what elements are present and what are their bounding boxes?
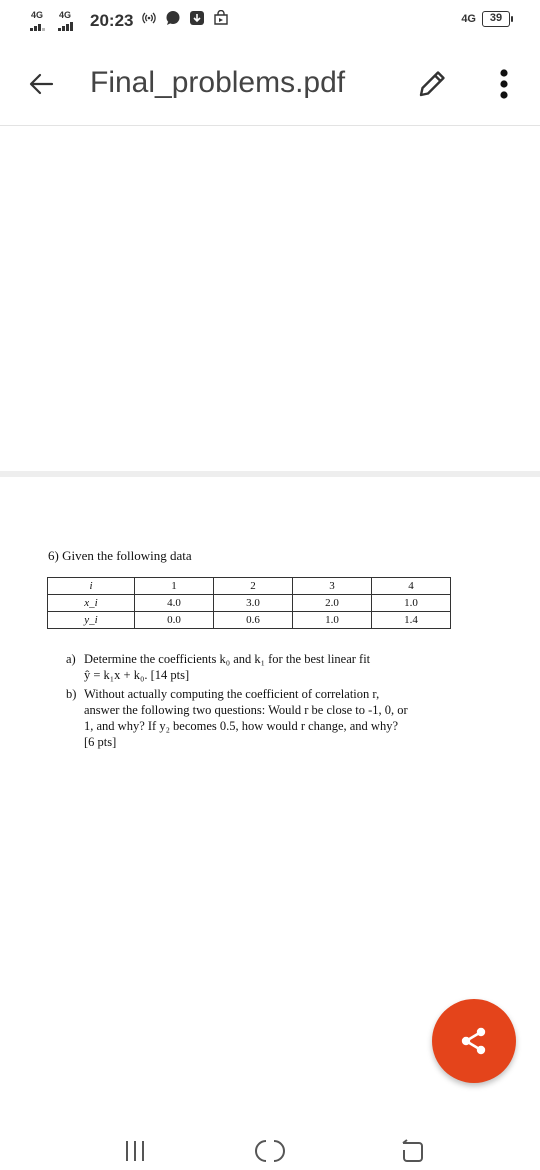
table-row [48,595,451,612]
table-row [48,612,451,629]
more-options-button[interactable] [490,64,518,104]
part-label: b) [66,687,77,701]
download-icon [189,10,205,31]
table-cell: 3 [293,578,372,595]
table-cell: 0.0 [135,612,214,629]
signal-2-icon: 4G [58,11,80,31]
status-bar [0,0,540,40]
part-text-line: 1, and why? If y₂ becomes 0.5, how would r change, and why? [84,719,398,733]
signal-1-icon: 4G [30,11,52,31]
back-arrow-icon [26,68,58,100]
home-icon [253,1136,287,1166]
recent-apps-icon [118,1136,152,1166]
share-icon [458,1025,490,1057]
table-cell: 1.0 [293,612,372,629]
table-row-header: x_i [48,595,135,612]
table-cell: 0.6 [214,612,293,629]
table-row-header: i [48,578,135,595]
more-vert-icon [490,64,518,104]
table-cell: 4.0 [135,595,214,612]
table-cell: 3.0 [214,595,293,612]
back-nav-icon [395,1136,429,1166]
share-fab[interactable] [432,999,516,1083]
home-button[interactable] [253,1136,287,1166]
page-separator [0,471,540,477]
table-cell: 2.0 [293,595,372,612]
table-cell: 1.4 [372,612,451,629]
table-row-header: y_i [48,612,135,629]
system-nav-bar [0,1130,540,1170]
back-nav-button[interactable] [395,1136,429,1166]
part-label: a) [66,652,76,666]
recent-apps-button[interactable] [118,1136,152,1166]
document-title: Final_problems.pdf [90,66,346,99]
table-cell: 1 [135,578,214,595]
part-text-line: Without actually computing the coefficient of correlation r, [84,687,380,701]
part-text-line: Determine the coefficients k₀ and k₁ for the best linear fit [84,652,371,666]
table-row [48,578,451,595]
question-part [66,651,466,683]
battery-icon: 39 [482,11,510,27]
table-cell: 1.0 [372,595,451,612]
part-text-line: answer the following two questions: Would r be close to -1, 0, or [84,703,408,717]
part-text-line: [6 pts] [84,735,117,749]
part-text-line: ŷ = k₁x + k₀. [14 pts] [84,668,190,682]
app-toolbar [0,44,540,126]
data-table [47,577,451,629]
network-indicator: 4G [461,13,476,25]
question-heading: 6) Given the following data [48,548,192,563]
chat-bubble-icon [165,10,181,31]
question-part [66,686,466,750]
pencil-edit-icon [414,66,450,102]
table-cell: 2 [214,578,293,595]
question-parts [66,651,466,753]
shop-bag-icon [213,10,229,31]
clock: 20:23 [90,10,134,30]
hotspot-icon [141,11,157,30]
edit-button[interactable] [414,66,450,102]
back-button[interactable] [26,68,58,100]
table-cell: 4 [372,578,451,595]
